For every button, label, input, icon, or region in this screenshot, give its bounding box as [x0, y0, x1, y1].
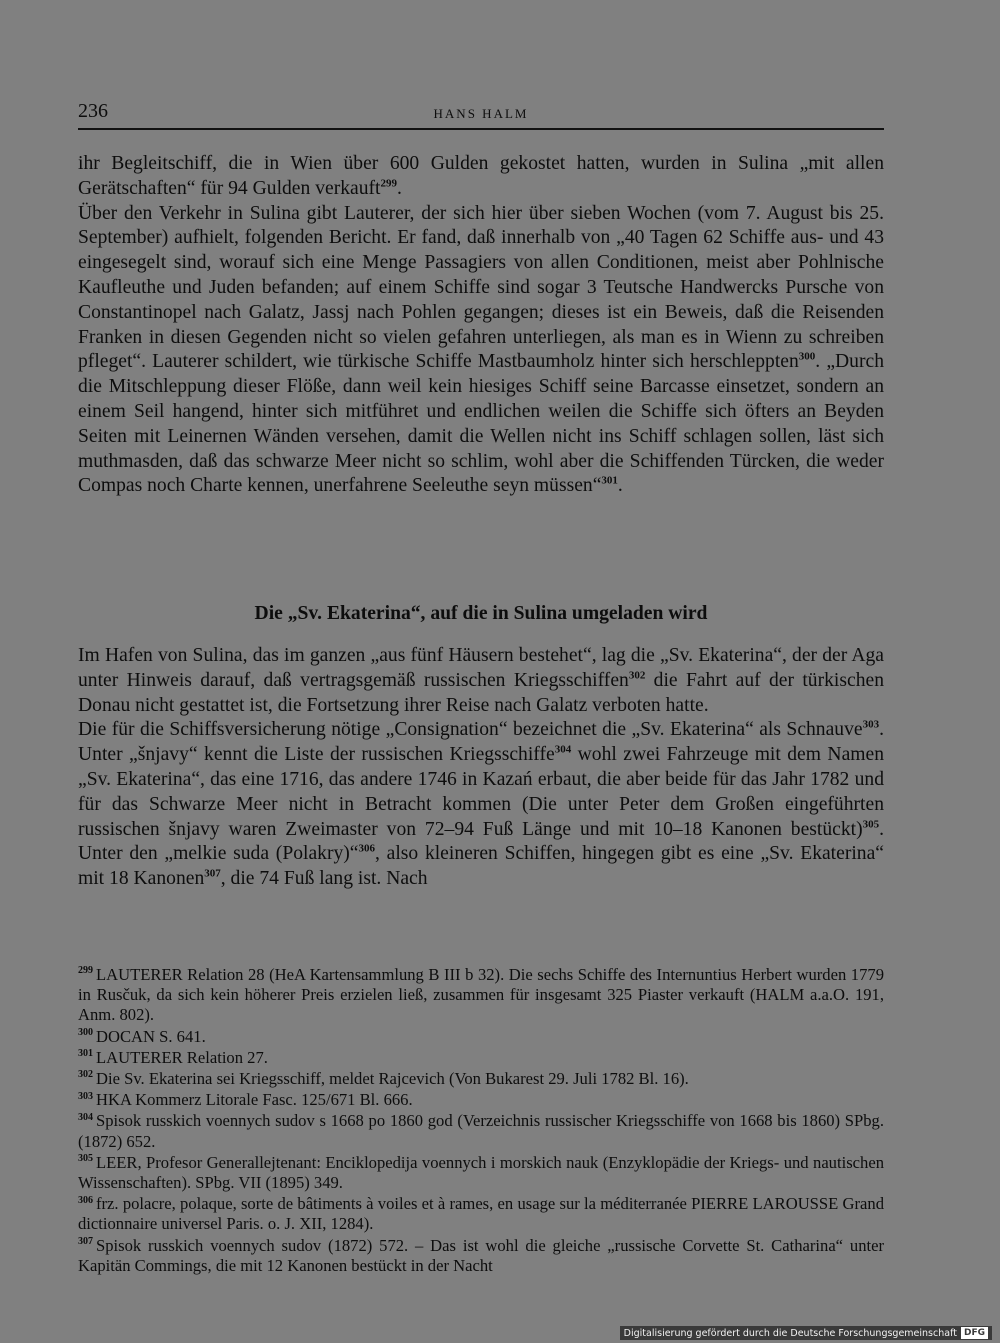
footnote-number: 304 — [78, 1111, 93, 1123]
footnote-reference[interactable]: 301 — [601, 474, 618, 487]
footnote-reference[interactable]: 304 — [554, 743, 572, 756]
footnote-number: 307 — [78, 1236, 93, 1248]
running-head: HANS HALM — [433, 106, 529, 121]
footnote-reference[interactable]: 303 — [862, 718, 880, 731]
text-run: die Fahrt auf der türkischen Donau nicht gestattet ist, die Fortsetzung ihrer Reise nach Galatz verboten hatte. — [78, 669, 884, 716]
footnote-reference[interactable]: 302 — [628, 669, 646, 682]
text-run: , die 74 Fuß lang ist. Nach — [220, 868, 428, 890]
footnote-text: HKA Kommerz Litorale Fasc. 125/671 Bl. 666. — [96, 1090, 413, 1110]
footnote-text: frz. polacre, polaque, sorte de bâtiments à voiles et à rames, en usage sur la méditerranée PIERRE LAROUSSE Grand dictionnaire universel Paris. o. J. XII, 1284). — [78, 1194, 884, 1234]
footnote-text: LEER, Profesor Generallejtenant: Enciklopedija voennych i morskich nauk (Enzyklopädie der Kriegs- und nautischen Wissenschaften). SPbg. VII (1895) 349. — [78, 1152, 884, 1193]
text-run: . Unter den „melkie suda (Polakry)“ — [78, 818, 884, 865]
footnote-reference[interactable]: 306 — [358, 842, 375, 855]
header-rule — [78, 128, 884, 130]
footnote — [78, 1090, 884, 1110]
footnotes — [78, 965, 884, 1277]
text-run: . Unter „šnjavy“ kennt die Liste der russischen Kriegsschiffe — [78, 719, 884, 766]
footnote-text: Spisok russkich voennych sudov s 1668 po 1860 god (Verzeichnis russischer Kriegsschiffe von 1668 bis 1860) SPbg. (1872) 652. — [78, 1111, 884, 1151]
footnote-number: 306 — [78, 1194, 93, 1206]
footnote — [78, 1027, 884, 1047]
footnote — [78, 1236, 884, 1276]
footnote-reference[interactable]: 300 — [798, 350, 816, 363]
footnote-number: 301 — [78, 1048, 93, 1060]
footnote — [78, 1048, 884, 1068]
text-run: wohl zwei Fahrzeuge mit dem Namen „Sv. Ekaterina“, das eine 1716, das andere 1746 in Kazań erbaut, die aber beide für das Jahr 1782 und für das Schwarze Meer nicht in Betracht kommen (Die unter Peter dem Großen eingeführten russischen šnjavy waren Zweimaster von 72–94 Fuß Länge und mit 10–18 Kanonen bestückt) — [78, 744, 885, 840]
page-header — [78, 100, 884, 130]
footnote-number: 303 — [78, 1090, 93, 1102]
text-run: Über den Verkehr in Sulina gibt Lauterer, der sich hier über sieben Wochen (vom 7. August bis 25. September) aufhielt, folgenden Bericht. Er fand, daß innerhalb von „40 Tagen 62 Schiffe aus- und 43 eingesegelt sind, worauf sich eine Menge Passagiers von allen Conditionen, meist aber Pohlnische Kaufleuthe und Juden befanden; auf einem Schiffe sind sogar 3 Teutsche Handwercks Pursche von Constantinopel nach Galatz, Jassj nach Pohlen gegangen; dieses ist ein Beweis, daß die Reisenden Franken in diesen Gegenden nicht so vielen gefahren unterliegen, als man es in Wienn zu schreiben pfleget“. Lauterer schildert, wie türkische Schiffe Mastbaumholz hinter sich herschleppten — [78, 202, 884, 373]
footnote-number: 305 — [78, 1153, 93, 1165]
text-run: Im Hafen von Sulina, das im ganzen „aus fünf Häusern bestehet“, lag die „Sv. Ekaterina“, der der Aga unter Hinweis darauf, daß vertragsgemäß russischen Kriegsschiffen — [78, 645, 884, 691]
dfg-credit-text: Digitalisierung gefördert durch die Deutsche Forschungsgemeinschaft — [623, 1327, 957, 1339]
page-number: 236 — [78, 100, 108, 122]
text-run: Die für die Schiffsversicherung nötige „Consignation“ bezeichnet die „Sv. Ekaterina“ als Schnauve — [78, 719, 863, 741]
footnote — [78, 1111, 884, 1151]
footnote — [78, 1194, 884, 1234]
footnote-reference[interactable]: 305 — [862, 818, 880, 831]
paragraph — [78, 644, 884, 718]
footnote-text: DOCAN S. 641. — [96, 1026, 206, 1046]
footnote-text: LAUTERER Relation 28 (HeA Kartensammlung B III b 32). Die sechs Schiffe des Internuntius Herbert wurden 1779 in Rusčuk, da sich kein höherer Preis erzielen ließ, zusammen für insgesamt 325 Piaster verkauft (HALM a.a.O. 191, Anm. 802). — [78, 965, 884, 1025]
text-run: . — [617, 475, 623, 497]
footnote-reference[interactable]: 299 — [380, 177, 397, 190]
paragraph — [78, 718, 884, 892]
footnote — [78, 1069, 884, 1089]
footnote-text: LAUTERER Relation 27. — [96, 1047, 268, 1067]
body-text-section-2 — [78, 644, 884, 892]
dfg-logo: DFG — [961, 1327, 988, 1339]
paragraph — [78, 202, 884, 500]
text-run: , also kleineren Schiffen, hingegen gibt es eine „Sv. Ekaterina“ mit 18 Kanonen — [78, 843, 884, 890]
dfg-credit-bar — [620, 1326, 992, 1340]
paragraph — [78, 152, 884, 202]
footnote-reference[interactable]: 307 — [204, 867, 221, 880]
text-run: ihr Begleitschiff, die in Wien über 600 Gulden gekostet hatten, wurden in Sulina „mit allen Gerätschaften“ für 94 Gulden verkauft — [78, 153, 884, 199]
body-text-section-1 — [78, 152, 884, 499]
text-run: . „Durch die Mitschleppung dieser Flöße, dann weil kein hiesiges Schiff seine Barcasse einsetzet, sondern an einem Seil hangend, hinter sich mitführet und endlichen weilen die Schiffe sich öfters an Beyden Seiten mit Leinernen Wänden versehen, damit die Wellen nicht ins Schiff schlagen sollen, läst sich muthmasden, daß das schwarze Meer nicht so schlim, wohl aber die Schiffenden Türcken, die weder Compas noch Charte kennen, unerfahrene Seeleuthe seyn müssen“ — [78, 351, 884, 497]
footnote — [78, 965, 884, 1026]
text-run: . — [396, 177, 402, 199]
footnote-number: 302 — [78, 1069, 93, 1081]
footnote-number: 299 — [78, 965, 93, 977]
section-heading: Die „Sv. Ekaterina“, auf die in Sulina umgeladen wird — [254, 603, 708, 624]
footnote — [78, 1153, 884, 1193]
footnote-number: 300 — [78, 1027, 93, 1039]
footnote-text: Spisok russkich voennych sudov (1872) 572. – Das ist wohl die gleiche „russische Corvette St. Catharina“ unter Kapitän Commings, die mit 12 Kanonen bestückt in der Nacht — [78, 1235, 884, 1275]
footnote-text: Die Sv. Ekaterina sei Kriegsschiff, meldet Rajcevich (Von Bukarest 29. Juli 1782 Bl. 16). — [96, 1069, 689, 1089]
